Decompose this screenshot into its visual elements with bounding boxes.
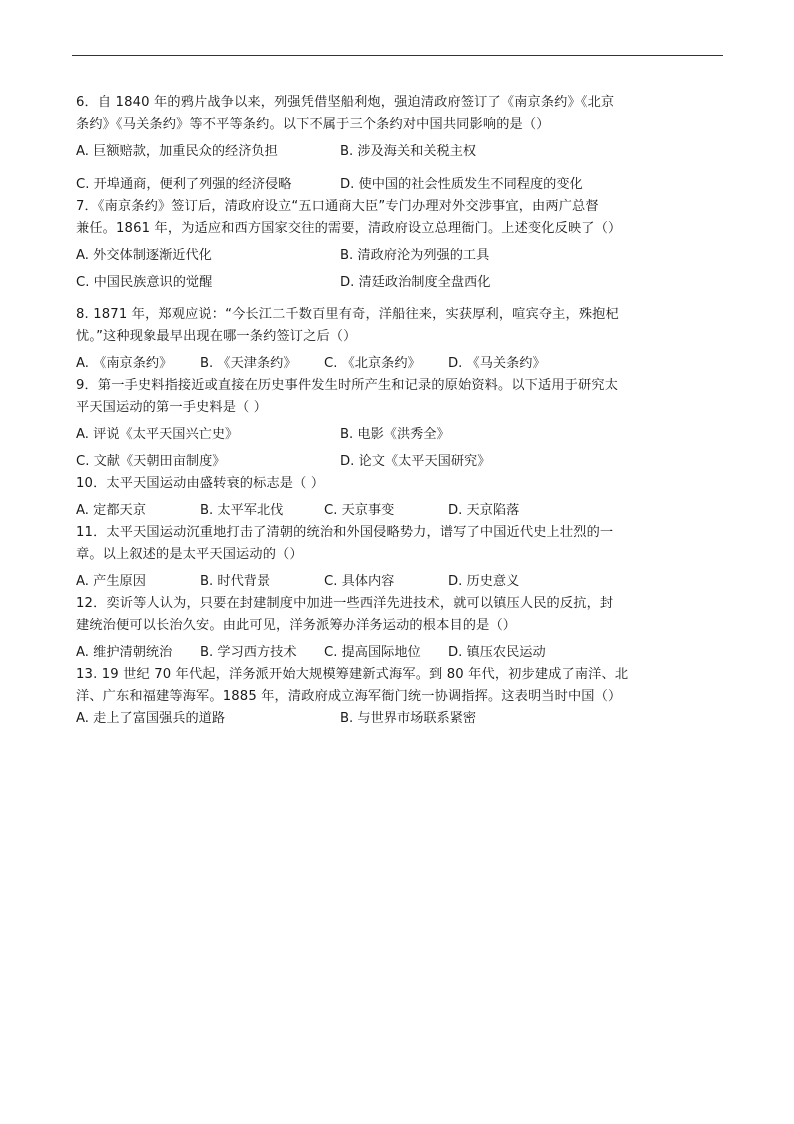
option-b[interactable]: B. 太平军北伐 [200,503,284,518]
question-text-line: 忧。”这种现象最早出现在哪一条约签订之后（） [76,329,357,344]
option-a[interactable]: A. 巨额赔款，加重民众的经济负担 [76,144,278,159]
option-d[interactable]: D. 历史意义 [448,574,520,589]
option-c[interactable]: C. 提高国际地位 [324,645,421,660]
option-c[interactable]: C. 文献《天朝田亩制度》 [76,454,226,469]
option-a[interactable]: A. 产生原因 [76,574,146,589]
question-text-line: 13. 19 世纪 70 年代起，洋务派开始大规模筹建新式海军。到 80 年代，初步建成了南洋、北 [76,667,629,682]
option-a[interactable]: A. 维护清朝统治 [76,645,173,660]
option-a[interactable]: A. 走上了富国强兵的道路 [76,711,226,726]
option-c[interactable]: C. 天京事变 [324,503,395,518]
options-row [76,353,728,375]
option-d[interactable]: D. 论文《太平天国研究》 [340,454,491,469]
question-6 [76,92,728,196]
option-d[interactable]: D. 天京陷落 [448,503,520,518]
option-b[interactable]: B. 清政府沦为列强的工具 [340,248,490,263]
question-text-line: 6．自 1840 年的鸦片战争以来，列强凭借坚船利炮，强迫清政府签订了《南京条约》《北京 [76,95,615,110]
option-b[interactable]: B. 学习西方技术 [200,645,297,660]
question-text-line: 兼任。1861 年，为适应和西方国家交往的需要，清政府设立总理衙门。上述变化反映了（） [76,221,622,236]
question-text-line: 章。以上叙述的是太平天国运动的（） [76,547,303,562]
option-a[interactable]: A. 外交体制逐渐近代化 [76,248,212,263]
option-c[interactable]: C. 《北京条约》 [324,356,421,371]
options-row [76,141,728,163]
header-rule [72,55,723,56]
option-b[interactable]: B. 与世界市场联系紧密 [340,711,477,726]
options-row [76,245,728,267]
question-list [76,92,728,730]
option-b[interactable]: B. 电影《洪秀全》 [340,427,450,442]
option-a[interactable]: A. 评说《太平天国兴亡史》 [76,427,239,442]
options-row [76,708,728,730]
question-text-line: 7．《南京条约》签订后，清政府设立“五口通商大臣”专门办理对外交涉事宜，由两广总督 [76,199,599,214]
option-d[interactable]: D. 清廷政治制度全盘西化 [340,275,491,290]
question-7 [76,196,728,294]
question-text-line: 条约》《马关条约》等不平等条约。以下不属于三个条约对中国共同影响的是（） [76,117,550,132]
options-row [76,571,728,593]
option-b[interactable]: B. 《天津条约》 [200,356,297,371]
option-c[interactable]: C. 中国民族意识的觉醒 [76,275,213,290]
option-c[interactable]: C. 开埠通商，便利了列强的经济侵略 [76,177,292,192]
options-row [76,642,728,664]
option-d[interactable]: D. 使中国的社会性质发生不同程度的变化 [340,177,583,192]
options-row [76,424,728,446]
option-a[interactable]: A. 定都天京 [76,503,146,518]
question-text-line: 11．太平天国运动沉重地打击了清朝的统治和外国侵略势力，谱写了中国近代史上壮烈的一 [76,525,614,540]
question-text-line: 建统治便可以长治久安。由此可见，洋务派筹办洋务运动的根本目的是（） [76,618,517,633]
question-text-line: 9．第一手史料指接近或直接在历史事件发生时所产生和记录的原始资料。以下适用于研究太 [76,378,619,393]
question-8 [76,304,728,375]
question-13 [76,664,728,730]
option-d[interactable]: D. 镇压农民运动 [448,645,546,660]
options-row [76,500,728,522]
question-12 [76,593,728,664]
question-text-line: 10．太平天国运动由盛转衰的标志是（ ） [76,476,325,491]
question-text-line: 洋、广东和福建等海军。1885 年，清政府成立海军衙门统一协调指挥。这表明当时中国（） [76,689,622,704]
question-10 [76,473,728,522]
option-a[interactable]: A. 《南京条约》 [76,356,173,371]
option-c[interactable]: C. 具体内容 [324,574,395,589]
question-11 [76,522,728,593]
options-row [76,272,728,294]
options-row [76,174,728,196]
option-b[interactable]: B. 时代背景 [200,574,271,589]
question-text-line: 平天国运动的第一手史料是（ ） [76,400,268,415]
options-row [76,451,728,473]
option-b[interactable]: B. 涉及海关和关税主权 [340,144,477,159]
question-9 [76,375,728,473]
option-d[interactable]: D. 《马关条约》 [448,356,546,371]
question-text-line: 8. 1871 年，郑观应说：“今长江二千数百里有奇，洋船往来，实获厚利，喧宾夺主，殊抱杞 [76,307,619,322]
question-text-line: 12．奕䜣等人认为，只要在封建制度中加进一些西洋先进技术，就可以镇压人民的反抗，封 [76,596,614,611]
